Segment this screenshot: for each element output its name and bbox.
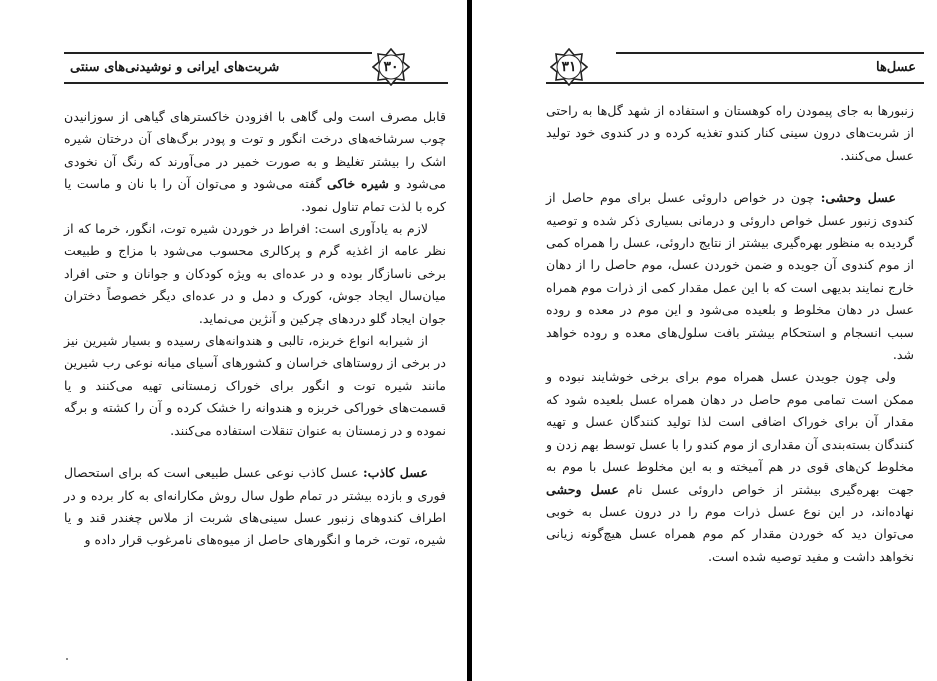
text-run: عسل کاذب نوعی عسل طبیعی است که برای استحصال فوری و بازده بیشتر در تمام طول سال روش مکارانه‌ای به کار برده و در اطراف کندوهای زنبور عسل سینی‌های شربت از ملاس چغندر قند و یا شیره، توت، خرما و انگورهای حاصل از میوه‌های نامرغوب قرار داده و	[64, 465, 446, 548]
paragraph	[546, 366, 914, 568]
paragraph	[546, 187, 914, 366]
bold-term: شیره خاکی	[327, 176, 389, 192]
text-run: لازم به یادآوری است: افراط در خوردن شیره توت، انگور، خرما که از نظر عامه از اغذیه گرم و پرکالری محسوب می‌شود با مزاج و طبیعت برخی ناسازگار بوده و در عده‌ای به ویژه کودکان و جوانان و حتی افراد میان‌سال ایجاد جوش، کورک و دمل و در عده‌ای دیگر خصوصاً دختران جوان ایجاد گلو درد‌های چرکین و آنژین می‌نماید.	[64, 221, 446, 326]
running-title: عسل‌ها	[875, 60, 916, 75]
header-rule-top	[64, 52, 372, 54]
header-rule-top	[616, 52, 924, 54]
right-page-header	[546, 42, 924, 88]
header-rule-bottom	[546, 82, 924, 84]
scan-speck	[66, 658, 68, 660]
left-page-body	[64, 106, 446, 552]
page-number: ۳۱	[561, 59, 577, 75]
text-run: گفته می‌شود و می‌توان آن را با نان و ماست یا کره با لذت تمام تناول نمود.	[64, 176, 446, 214]
text-run: از شیرابه انواع خربزه، تالبی و هندوانه‌های رسیده و بسیار شیرین نیز در برخی از روستاهای خراسان و کشورهای آسیای میانه نوعی رب شیرین مانند شیره توت و انگور برای خوراک زمستانی تهیه می‌کنند و یا قسمت‌های خوراکی خربزه و هندوانه را خشک کرده و آن را کشته و برگه نموده و در زمستان به عنوان تنقلات استفاده می‌کنند.	[64, 333, 446, 438]
right-page	[472, 0, 937, 681]
running-title: شربت‌های ایرانی و نوشیدنی‌های سنتی	[70, 60, 280, 75]
left-page	[0, 0, 466, 681]
paragraph	[64, 106, 446, 218]
text-run: چون در خواص داروئی عسل برای موم حاصل از کندوی زنبور عسل خواص داروئی و درمانی بسیاری ذکر شده و توصیه گردیده به منظور بهره‌گیری بیشتر از نتایج داروئی، عسل را همراه کمی از موم کندوی آن جویده و ضمن خوردن عسل، موم حاصل را از دهان خارج نمایند بدیهی است که با این عمل مقدار کمی از ذرات موم همراه عسل در دهان مخلوط و بلعیده می‌شود و این موم در معده و روده سبب انسجام و استحکام بیشتر بافت سلول‌های معده و روده خواهد شد.	[546, 190, 914, 363]
page-number-badge	[372, 48, 410, 86]
text-run: نهاده‌اند، در این نوع عسل ذرات موم را در درون عسل به خوبی می‌توان دید که خوردن مقدار کم موم همراه عسل هیچ‌گونه زیانی نخواهد داشت و مفید توصیه شده است.	[546, 503, 914, 564]
bold-term: عسل کاذب:	[362, 465, 428, 481]
bold-term: عسل وحشی:	[820, 190, 896, 206]
text-run: ولی چون جویدن عسل همراه موم برای برخی خوشایند نبوده و ممکن است تمامی موم حاصل در دهان همراه عسل بلعیده شود که مقدار آن برای خوراک اضافی است لذا تولید کنندگان عسل و تهیه کنندگان بسته‌بندی آن مقداری از موم کندو را با عسل توسط بهم زدن و مخلوط کن‌های قوی در هم آمیخته و به این مخلوط عسل با موم به جهت بهره‌گیری بیشتر از خواص داروئی عسل نام	[546, 369, 914, 497]
left-page-header	[64, 42, 448, 88]
paragraph	[546, 100, 914, 167]
paragraph	[64, 218, 446, 330]
paragraph	[64, 330, 446, 442]
paragraph	[64, 462, 446, 552]
page-number-badge	[550, 48, 588, 86]
text-run: قابل مصرف است ولی گاهی با افزودن خاکسترهای گیاهی از سوزانیدن چوب سرشاخه‌های درخت انگور و توت و پودر برگ‌های آن درختان شیره اشک را بیشتر تغلیظ و به صورت خمیر در می‌آورند که رنگ آن نخودی می‌شود و	[64, 109, 446, 192]
text-run: زنبورها به جای پیمودن راه کوهستان و استفاده از شهد گل‌ها به راحتی از شربت‌های درون سینی کنار کندو تغذیه کرده و در کندوی خود تولید عسل می‌کنند.	[546, 103, 914, 163]
right-page-body	[546, 100, 914, 568]
bold-term: عسل وحشی	[546, 481, 619, 497]
page-number: ۳۰	[383, 59, 399, 75]
